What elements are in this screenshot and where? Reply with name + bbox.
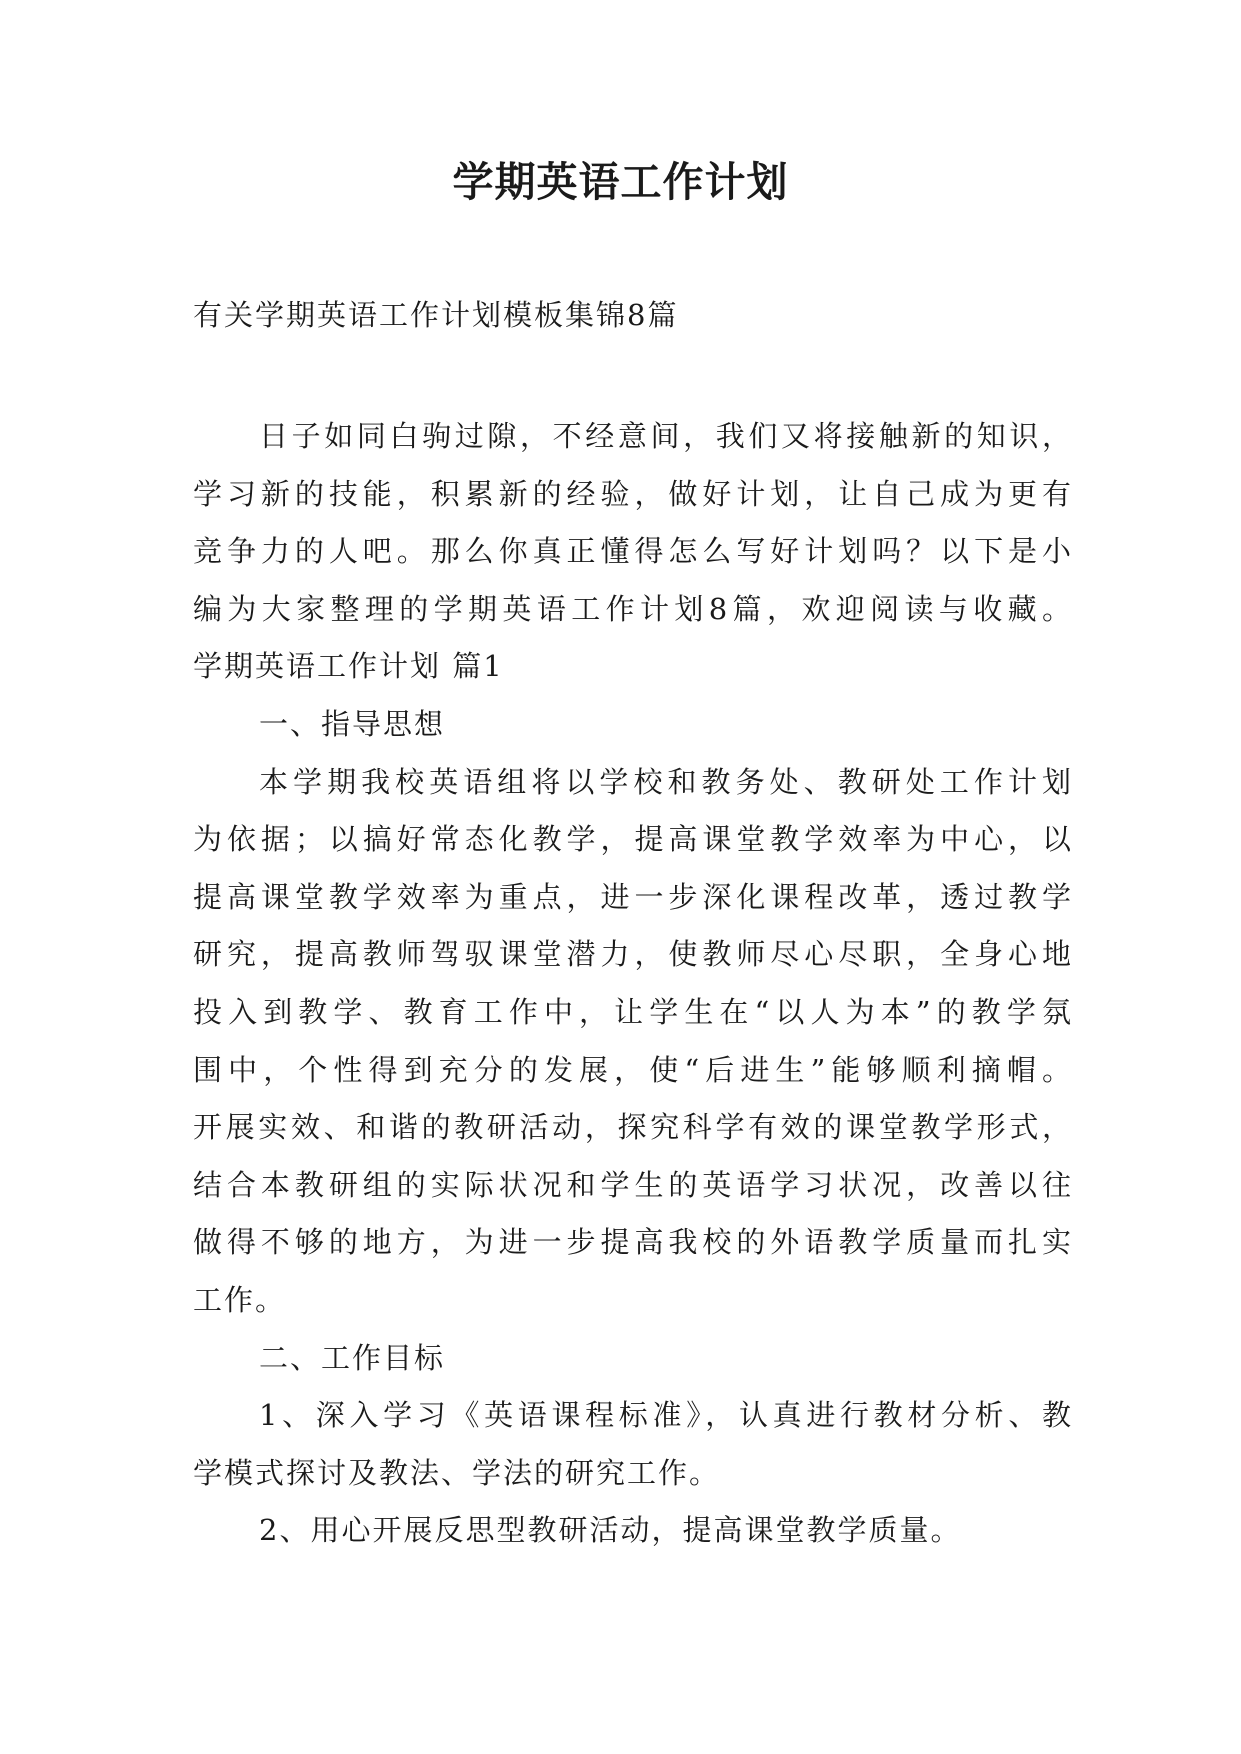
intro-line: 日子如同白驹过隙，不经意间，我们又将接触新的知识， — [259, 419, 1073, 453]
paragraph-line: 投入到教学、教育工作中，让学生在“以人为本”的教学氛 — [193, 994, 1073, 1029]
heading-guiding-ideology: 一、指导思想 — [259, 706, 446, 741]
document-body — [193, 408, 1073, 1560]
paragraph-line: 围中，个性得到充分的发展，使“后进生”能够顺利摘帽。 — [193, 1052, 1073, 1087]
list-item-line: 2、用心开展反思型教研活动，提高课堂教学质量。 — [259, 1513, 962, 1548]
paragraph-line: 本学期我校英语组将以学校和教务处、教研处工作计划 — [259, 764, 1073, 799]
section-heading: 学期英语工作计划 篇1 — [193, 649, 504, 684]
paragraph-line: 提高课堂教学效率为重点，进一步深化课程改革，透过教学 — [193, 879, 1073, 914]
intro-line: 编为大家整理的学期英语工作计划8篇，欢迎阅读与收藏。 — [193, 591, 1073, 626]
intro-line: 学习新的技能，积累新的经验，做好计划，让自己成为更有 — [193, 476, 1073, 511]
heading-work-goals: 二、工作目标 — [259, 1340, 446, 1375]
intro-line: 竞争力的人吧。那么你真正懂得怎么写好计划吗？以下是小 — [193, 534, 1073, 569]
list-item-line: 学模式探讨及教法、学法的研究工作。 — [193, 1455, 721, 1490]
paragraph-line: 做得不够的地方，为进一步提高我校的外语教学质量而扎实 — [193, 1225, 1073, 1260]
document-title: 学期英语工作计划 — [452, 158, 789, 206]
paragraph-line: 开展实效、和谐的教研活动，探究科学有效的课堂教学形式， — [193, 1110, 1073, 1145]
document-subtitle: 有关学期英语工作计划模板集锦8篇 — [193, 298, 679, 332]
paragraph-line: 为依据；以搞好常态化教学，提高课堂教学效率为中心，以 — [193, 822, 1073, 857]
list-item-line: 1、深入学习《英语课程标准》，认真进行教材分析、教 — [259, 1398, 1073, 1433]
paragraph-line: 工作。 — [193, 1282, 287, 1317]
paragraph-line: 研究，提高教师驾驭课堂潜力，使教师尽心尽职，全身心地 — [193, 937, 1073, 972]
paragraph-line: 结合本教研组的实际状况和学生的英语学习状况，改善以往 — [193, 1167, 1073, 1202]
